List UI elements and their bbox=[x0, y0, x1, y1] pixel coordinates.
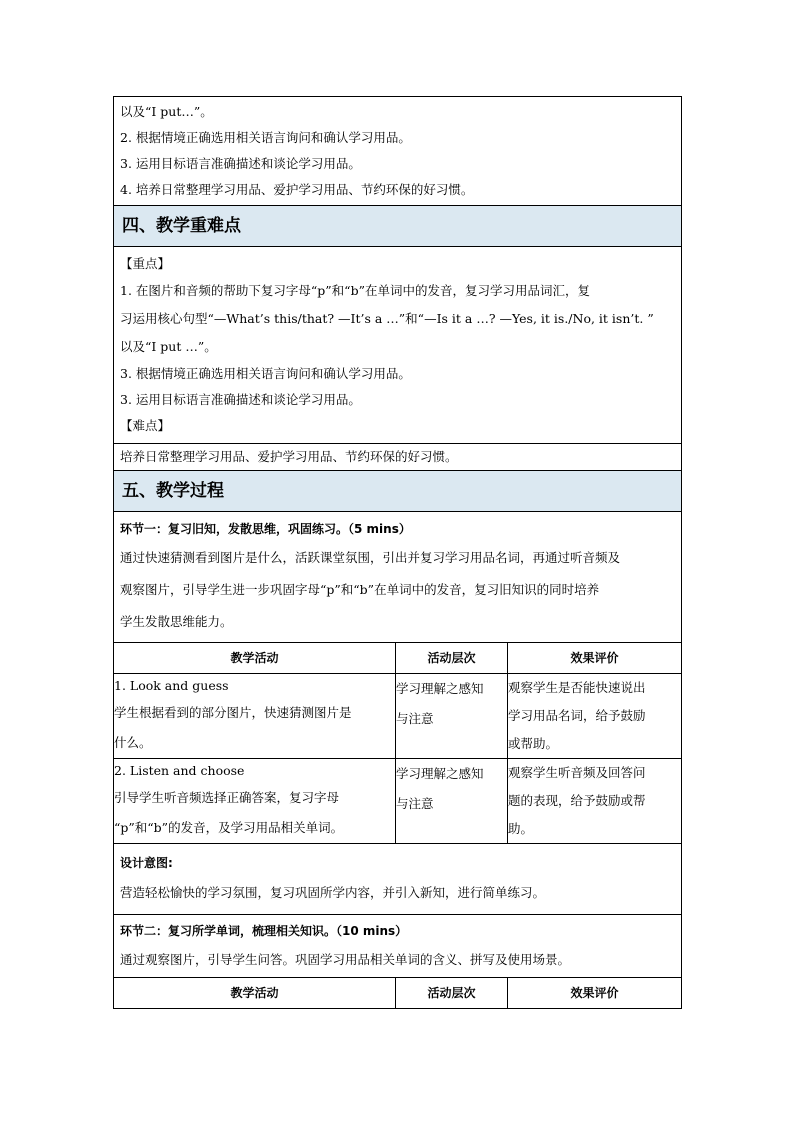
activity-line: 什么。 bbox=[114, 735, 152, 750]
section-header-row bbox=[114, 206, 682, 247]
stage-heading-row bbox=[114, 915, 682, 978]
lesson-plan-table bbox=[113, 96, 682, 1009]
key-line: 以及“I put …”。 bbox=[120, 339, 217, 354]
key-label: 【重点】 bbox=[120, 256, 171, 271]
col-header-evaluation: 效果评价 bbox=[508, 978, 682, 1009]
level-line: 与注意 bbox=[396, 711, 434, 726]
eval-line: 观察学生是否能快速说出 bbox=[508, 680, 646, 695]
col-header-level: 活动层次 bbox=[396, 643, 508, 674]
stage-desc-line: 通过快速猜测看到图片是什么，活跃课堂氛围，引出并复习学习用品名词，再通过听音频及 bbox=[120, 550, 621, 565]
eval-line: 观察学生听音频及回答问 bbox=[508, 765, 646, 780]
stage-heading: 环节一：复习旧知，发散思维，巩固练习。（5 mins） bbox=[120, 522, 411, 536]
eval-line: 学习用品名词，给予鼓励 bbox=[508, 708, 646, 723]
stage-heading-row bbox=[114, 512, 682, 643]
level-line: 学习理解之感知 bbox=[396, 681, 484, 696]
section-title: 五、教学过程 bbox=[114, 471, 682, 512]
objective-line: 2. 根据情境正确选用相关语言询问和确认学习用品。 bbox=[120, 130, 411, 145]
document-page bbox=[113, 96, 681, 1009]
activity-table-header bbox=[114, 978, 682, 1009]
stage-desc-line: 通过观察图片，引导学生问答。巩固学习用品相关单词的含义、拼写及使用场景。 bbox=[120, 952, 571, 967]
design-text: 营造轻松愉快的学习氛围，复习巩固所学内容，并引入新知，进行简单练习。 bbox=[120, 885, 546, 900]
section-title: 四、教学重难点 bbox=[114, 206, 682, 247]
activity-line: 2. Listen and choose bbox=[114, 763, 245, 778]
eval-line: 或帮助。 bbox=[508, 736, 559, 751]
eval-line: 助。 bbox=[508, 821, 534, 836]
objective-line: 3. 运用目标语言准确描述和谈论学习用品。 bbox=[120, 156, 361, 171]
key-line: 3. 根据情境正确选用相关语言询问和确认学习用品。 bbox=[120, 366, 411, 381]
difficulty-text: 培养日常整理学习用品、爱护学习用品、节约环保的好习惯。 bbox=[120, 449, 458, 464]
activity-line: “p”和“b”的发音，及学习用品相关单词。 bbox=[114, 820, 344, 835]
stage-desc-line: 学生发散思维能力。 bbox=[120, 614, 233, 629]
design-label: 设计意图: bbox=[120, 856, 173, 870]
objective-line: 以及“I put…”。 bbox=[120, 104, 213, 119]
key-points-row bbox=[114, 247, 682, 444]
level-line: 学习理解之感知 bbox=[396, 766, 484, 781]
eval-line: 题的表现，给予鼓励或帮 bbox=[508, 793, 646, 808]
activity-table-header bbox=[114, 643, 682, 674]
col-header-evaluation: 效果评价 bbox=[508, 643, 682, 674]
design-intent-row bbox=[114, 844, 682, 915]
section-header-row bbox=[114, 471, 682, 512]
col-header-activity: 教学活动 bbox=[114, 978, 396, 1009]
key-line: 3. 运用目标语言准确描述和谈论学习用品。 bbox=[120, 392, 361, 407]
key-line: 1. 在图片和音频的帮助下复习字母“p”和“b”在单词中的发音，复习学习用品词汇，复 bbox=[120, 283, 590, 298]
objective-line: 4. 培养日常整理学习用品、爱护学习用品、节约环保的好习惯。 bbox=[120, 182, 474, 197]
activity-row bbox=[114, 674, 682, 759]
objectives-continuation-row bbox=[114, 97, 682, 206]
stage-desc-line: 观察图片，引导学生进一步巩固字母“p”和“b”在单词中的发音，复习旧知识的同时培养 bbox=[120, 582, 600, 597]
col-header-level: 活动层次 bbox=[396, 978, 508, 1009]
activity-line: 1. Look and guess bbox=[114, 678, 229, 693]
activity-line: 学生根据看到的部分图片，快速猜测图片是 bbox=[114, 705, 352, 720]
difficulty-row bbox=[114, 444, 682, 471]
difficulty-label: 【难点】 bbox=[120, 418, 171, 433]
activity-row bbox=[114, 759, 682, 844]
activity-line: 引导学生听音频选择正确答案，复习字母 bbox=[114, 790, 340, 805]
key-line: 习运用核心句型“—What’s this/that? —It’s a …”和“—Is it a …? —Yes, it is./No, it isn’t. ” bbox=[120, 311, 654, 326]
col-header-activity: 教学活动 bbox=[114, 643, 396, 674]
level-line: 与注意 bbox=[396, 796, 434, 811]
stage-heading: 环节二：复习所学单词，梳理相关知识。（10 mins） bbox=[120, 924, 408, 938]
